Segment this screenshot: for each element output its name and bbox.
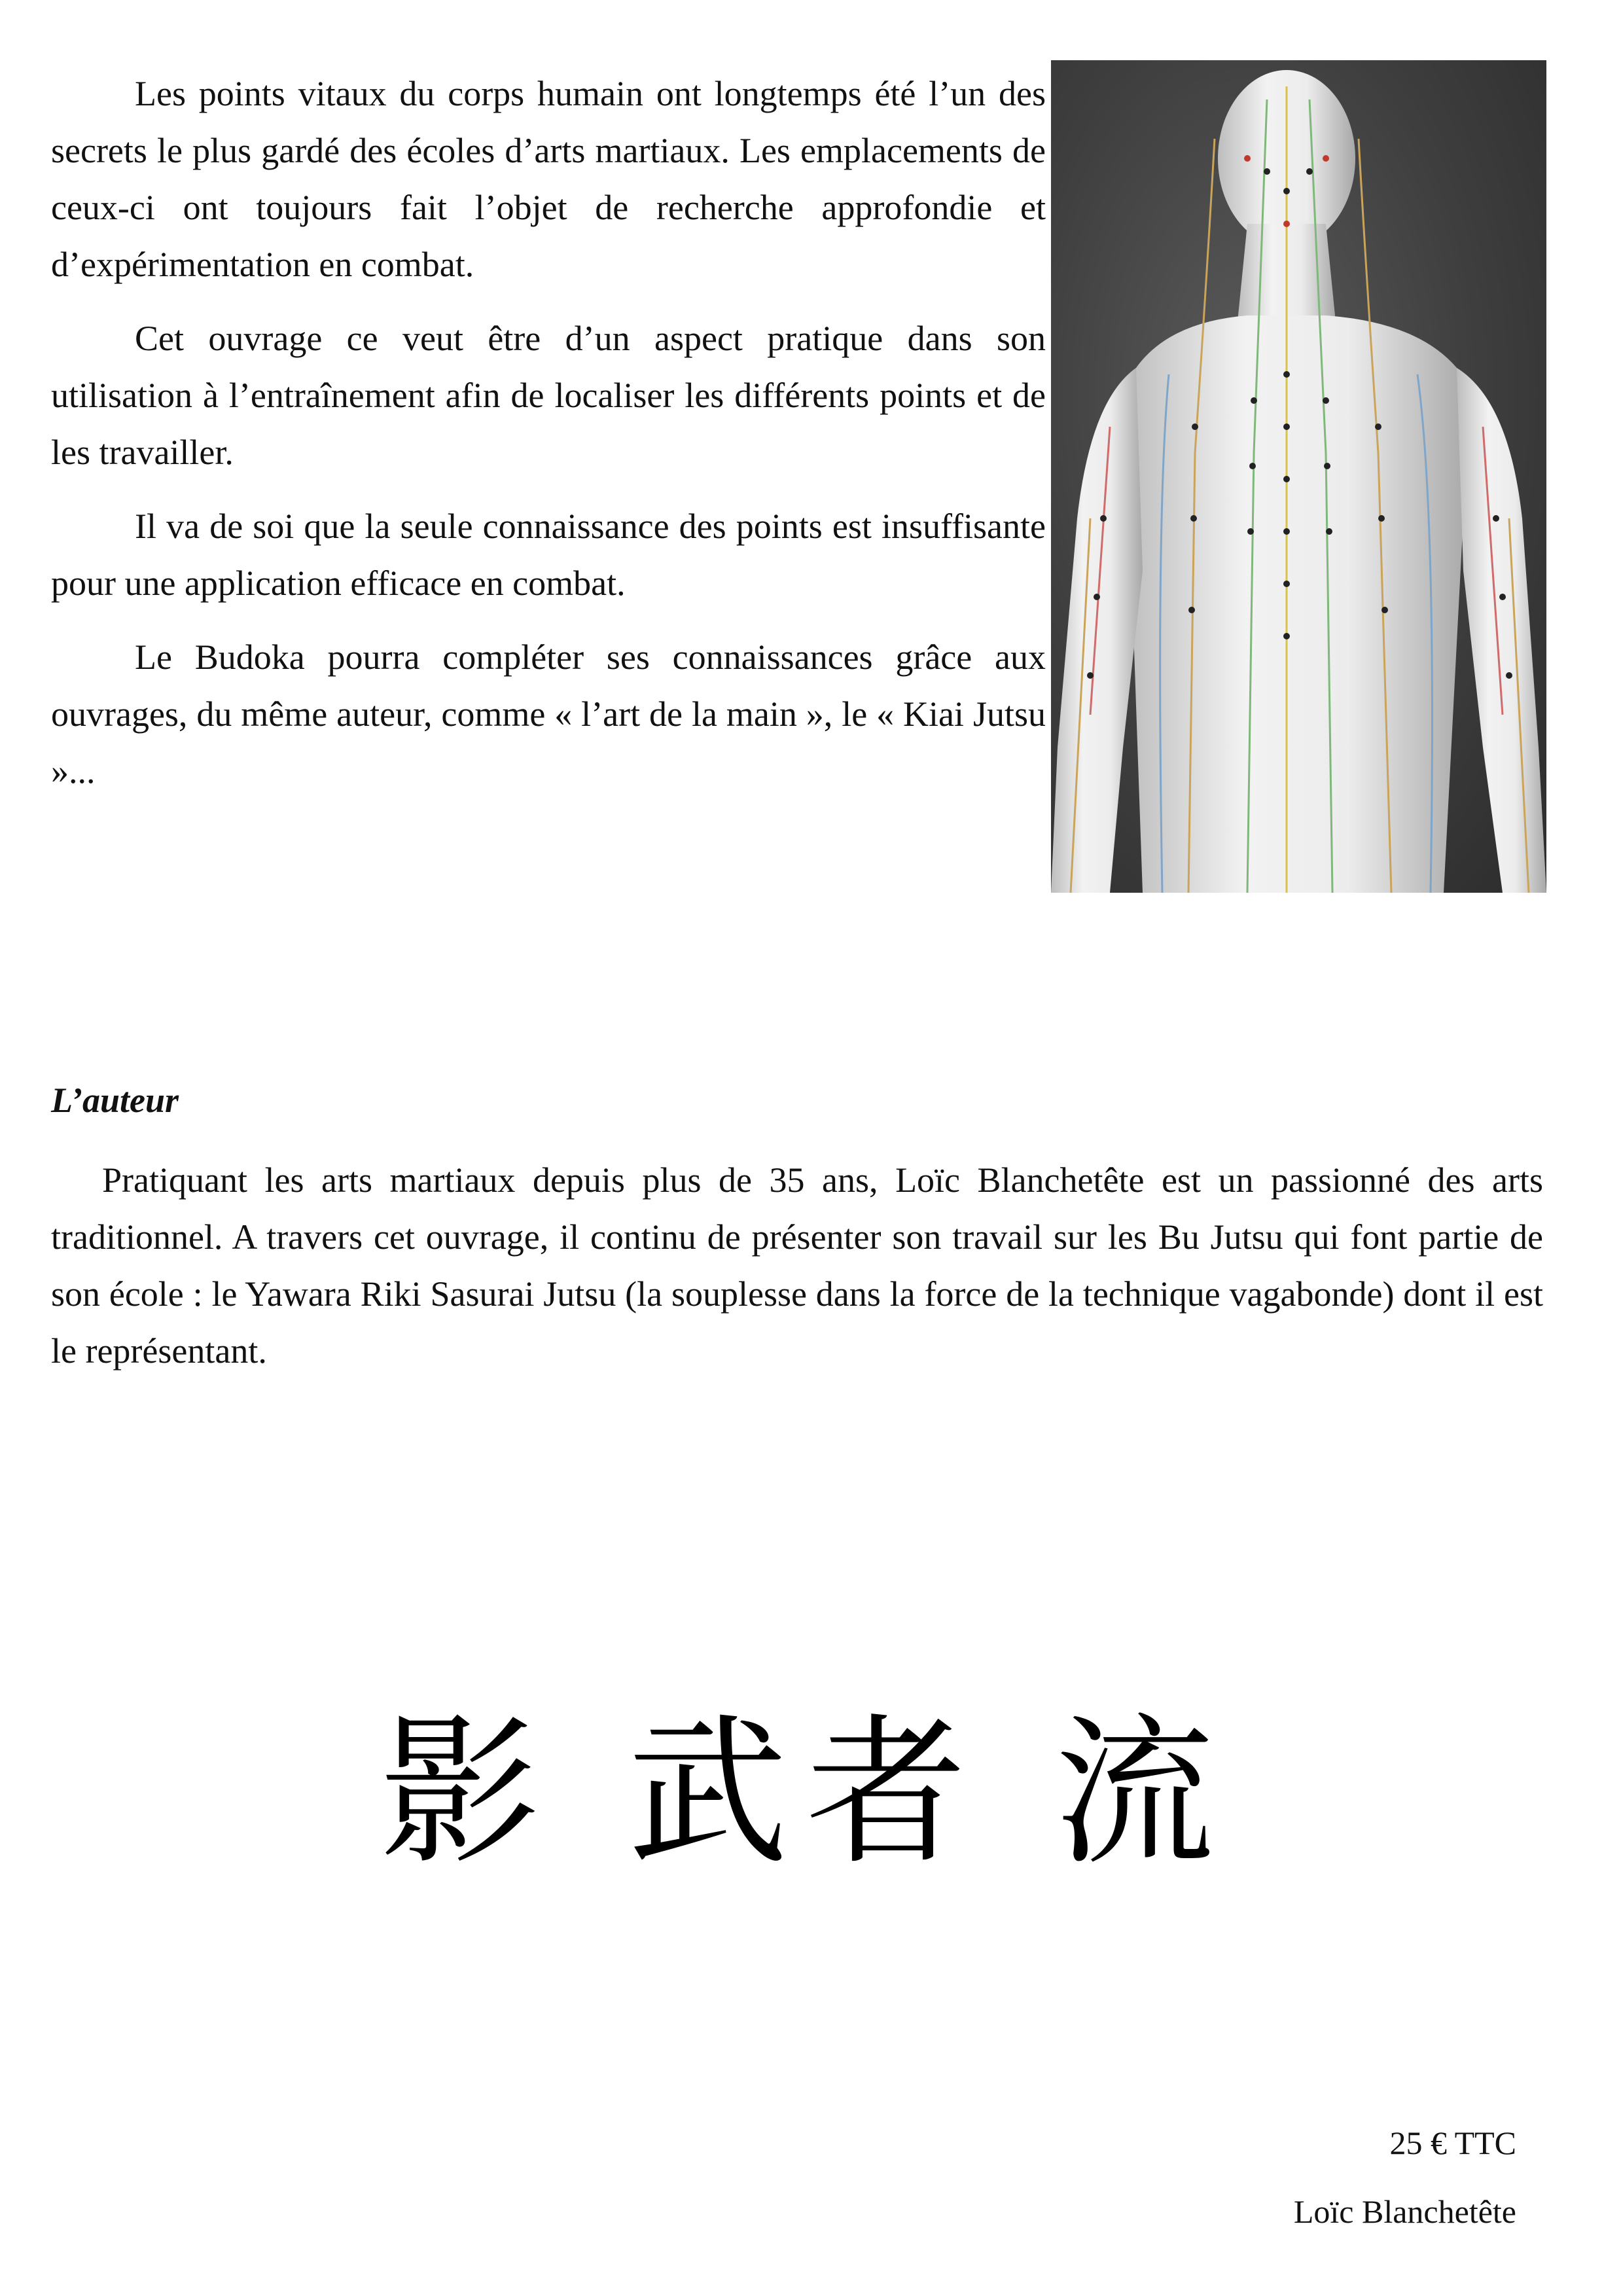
price-label: 25 € TTC [1389, 2125, 1516, 2161]
intro-text [51, 65, 1046, 817]
author-signature: Loïc Blanchetête [1293, 2193, 1516, 2230]
intro-paragraph: Le Budoka pourra compléter ses connaissances grâce aux ouvrages, du même auteur, comme « l’art de la main », le « Kiai Jutsu »... [51, 637, 1046, 791]
author-heading: L’auteur [51, 1081, 179, 1120]
acupuncture-model-photo [1051, 60, 1546, 893]
author-biography: Pratiquant les arts martiaux depuis plus de 35 ans, Loïc Blanchetête est un passionné des arts traditionnel. A travers cet ouvrage, il continu de présenter son travail sur les Bu Jutsu qui font partie de son école : le Yawara Riki Sasurai Jutsu (la souplesse dans la force de la technique vagabonde) dont il est le représentant. [51, 1160, 1543, 1371]
intro-paragraph: Il va de soi que la seule connaissance des points est insuffisante pour une application efficace en combat. [51, 507, 1046, 603]
school-name-kanji: 影 武者 流 [380, 1700, 1233, 1886]
intro-paragraph: Les points vitaux du corps humain ont longtemps été l’un des secrets le plus gardé des écoles d’arts martiaux. Les emplacements de ceux-ci ont toujours fait l’objet de recherche approfondie et d’expérimentation en combat. [51, 74, 1046, 284]
intro-paragraph: Cet ouvrage ce veut être d’un aspect pratique dans son utilisation à l’entraînement afin de localiser les différents points et de les travailler. [51, 319, 1046, 472]
